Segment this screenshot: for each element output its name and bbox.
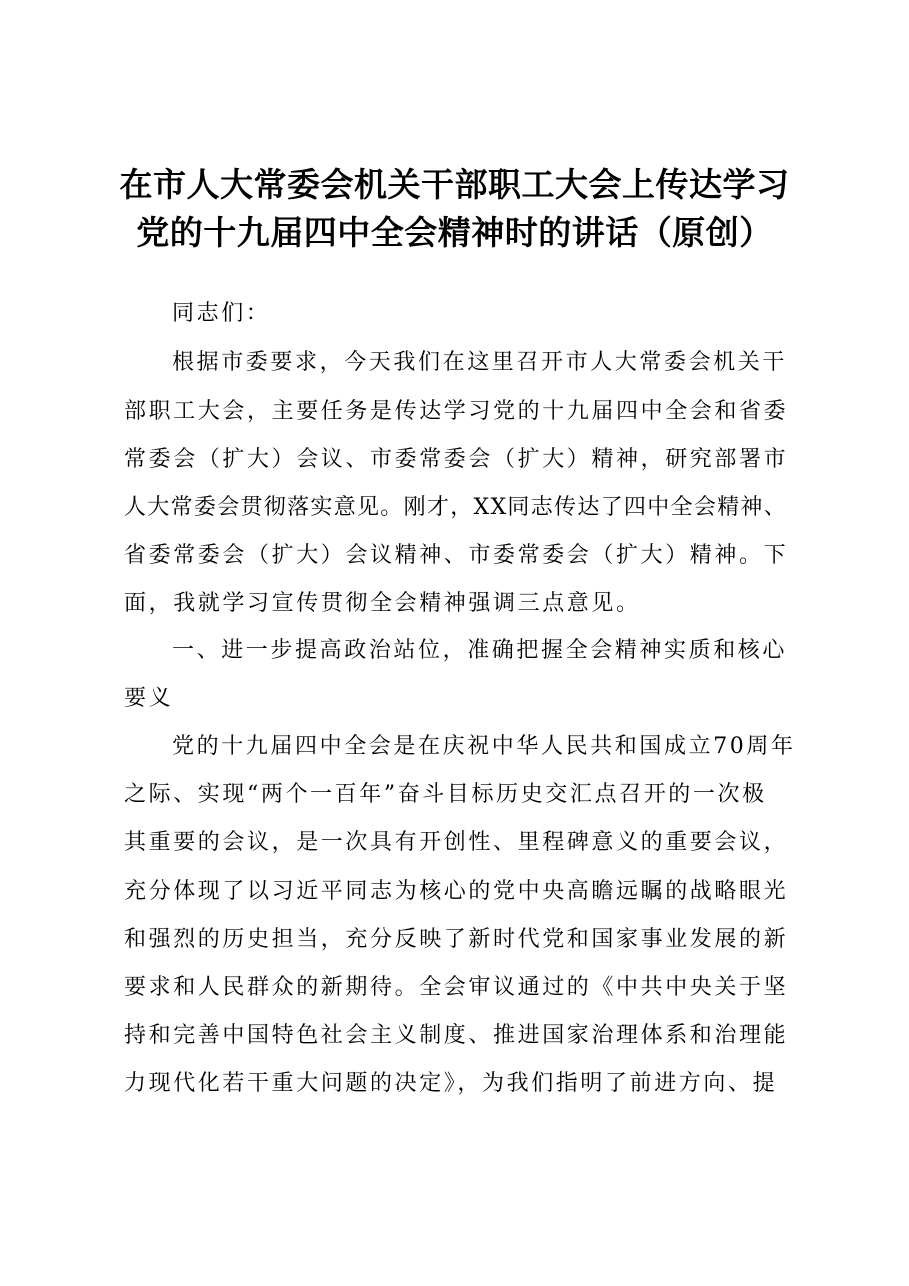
- document-title-line-2: 党的十九届四中全会精神时的讲话（原创）: [136, 213, 773, 252]
- paragraph-1-line: 人大常委会贯彻落实意见。刚才，XX同志传达了四中全会精神、: [124, 495, 788, 520]
- paragraph-2-line: 充分体现了以习近平同志为核心的党中央高瞻远瞩的战略眼光: [124, 879, 789, 904]
- paragraph-1-line: 省委常委会（扩大）会议精神、市委常委会（扩大）精神。下: [124, 543, 789, 568]
- paragraph-2-line: 和强烈的历史担当，充分反映了新时代党和国家事业发展的新: [124, 927, 789, 952]
- paragraph-2-line: 力现代化若干重大问题的决定》，为我们指明了前进方向、提: [124, 1071, 778, 1096]
- paragraph-1-line: 根据市委要求，今天我们在这里召开市人大常委会机关干: [172, 350, 788, 375]
- paragraph-2-line: 之际、实现“两个一百年”奋斗目标历史交汇点召开的一次极: [124, 782, 767, 807]
- section-heading-line: 要义: [124, 686, 174, 711]
- paragraph-2-line: 其重要的会议，是一次具有开创性、里程碑意义的重要会议，: [124, 830, 789, 855]
- paragraph-2-line: 要求和人民群众的新期待。全会审议通过的《中共中央关于坚: [124, 975, 789, 1000]
- document-title-line-1: 在市人大常委会机关干部职工大会上传达学习: [119, 165, 790, 204]
- salutation: 同志们：: [172, 301, 271, 326]
- paragraph-2-line: 党的十九届四中全会是在庆祝中华人民共和国成立70周年: [172, 734, 796, 759]
- paragraph-2-line: 持和完善中国特色社会主义制度、推进国家治理体系和治理能: [124, 1023, 789, 1048]
- section-heading-line: 一、进一步提高政治站位，准确把握全会精神实质和核心: [172, 638, 788, 663]
- paragraph-1-line: 部职工大会，主要任务是传达学习党的十九届四中全会和省委: [124, 399, 789, 424]
- paragraph-1-line: 常委会（扩大）会议、市委常委会（扩大）精神，研究部署市: [124, 447, 789, 472]
- paragraph-1-line: 面，我就学习宣传贯彻全会精神强调三点意见。: [124, 591, 641, 616]
